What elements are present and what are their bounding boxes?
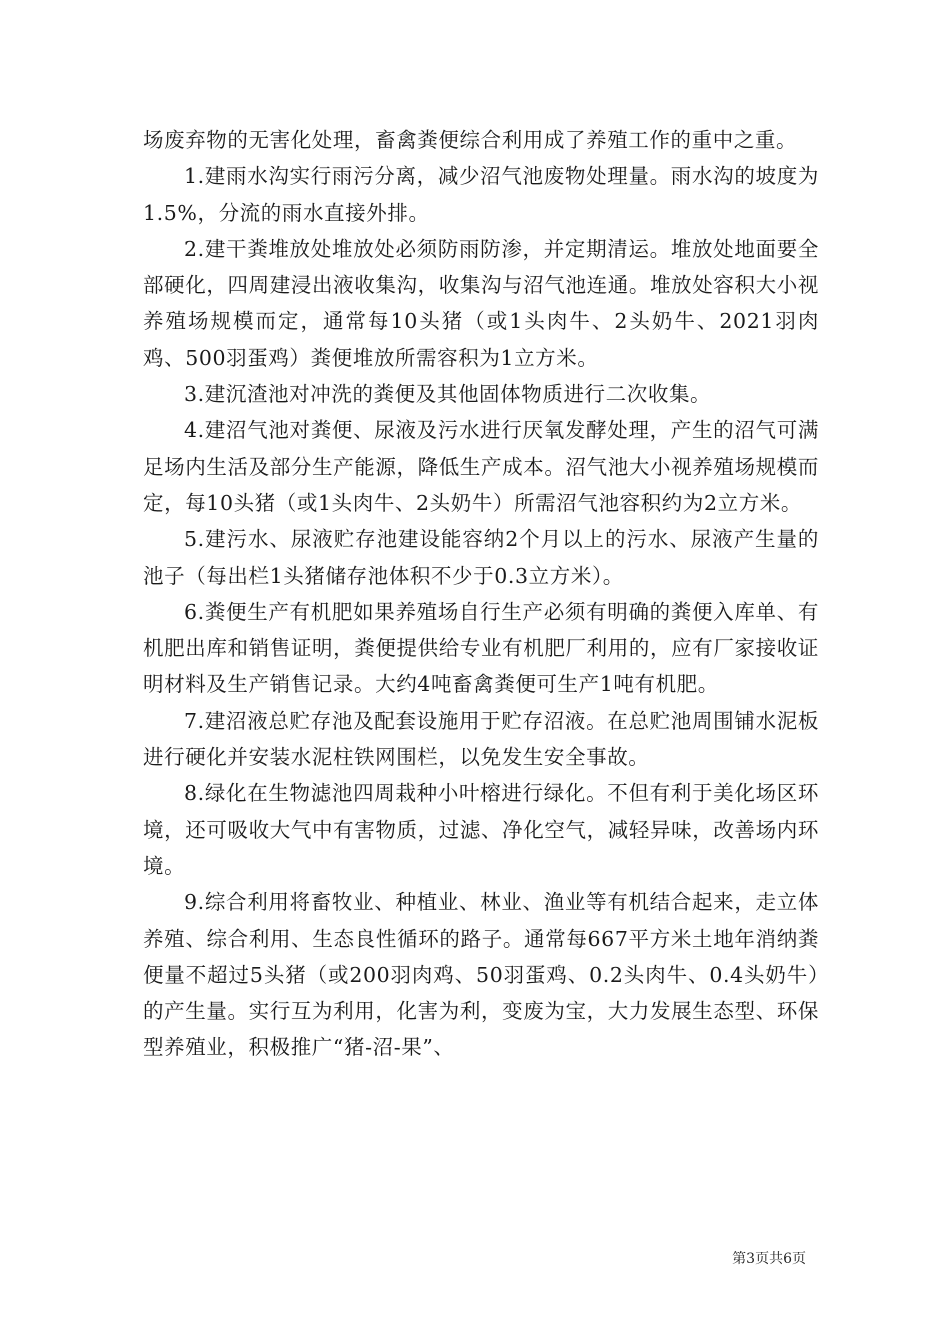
- document-body: [143, 122, 819, 1066]
- paragraph-item-3: 3.建沉渣池对冲洗的粪便及其他固体物质进行二次收集。: [184, 382, 712, 407]
- paragraph-item-1: 1.建雨水沟实行雨污分离，减少沼气池废物处理量。雨水沟的坡度为1.5%，分流的雨水直接外排。: [143, 164, 819, 225]
- page-number-footer: 第3页共6页: [732, 1251, 806, 1267]
- paragraph-item-6: 6.粪便生产有机肥如果养殖场自行生产必须有明确的粪便入库单、有机肥出库和销售证明，粪便提供给专业有机肥厂利用的，应有厂家接收证明材料及生产销售记录。大约4吨畜禽粪便可生产1吨有机肥。: [143, 599, 819, 697]
- paragraph-item-9: 9.综合利用将畜牧业、种植业、林业、渔业等有机结合起来，走立体养殖、综合利用、生态良性循环的路子。通常每667平方米土地年消纳粪便量不超过5头猪（或200羽肉鸡、50羽蛋鸡、0.2头肉牛、0.4头奶牛）的产生量。实行互为利用，化害为利，变废为宝，大力发展生态型、环保型养殖业，积极推广“猪-沼-果”、: [143, 890, 819, 1060]
- paragraph-item-5: 5.建污水、尿液贮存池建设能容纳2个月以上的污水、尿液产生量的池子（每出栏1头猪储存池体积不少于0.3立方米）。: [143, 527, 819, 588]
- paragraph-continuation: 场废弃物的无害化处理，畜禽粪便综合利用成了养殖工作的重中之重。: [143, 128, 798, 152]
- paragraph-item-4: 4.建沼气池对粪便、尿液及污水进行厌氧发酵处理，产生的沼气可满足场内生活及部分生产能源，降低生产成本。沼气池大小视养殖场规模而定，每10头猪（或1头肉牛、2头奶牛）所需沼气池容积约为2立方米。: [143, 418, 819, 515]
- paragraph-item-8: 8.绿化在生物滤池四周栽种小叶榕进行绿化。不但有利于美化场区环境，还可吸收大气中有害物质，过滤、净化空气，减轻异味，改善场内环境。: [143, 781, 819, 878]
- paragraph-item-2: 2.建干粪堆放处堆放处必须防雨防渗，并定期清运。堆放处地面要全部硬化，四周建浸出液收集沟，收集沟与沼气池连通。堆放处容积大小视养殖场规模而定，通常每10头猪（或1头肉牛、2头奶牛、2021羽肉鸡、500羽蛋鸡）粪便堆放所需容积为1立方米。: [143, 236, 819, 370]
- paragraph-item-7: 7.建沼液总贮存池及配套设施用于贮存沼液。在总贮池周围铺水泥板进行硬化并安装水泥柱铁网围栏，以免发生安全事故。: [143, 708, 819, 770]
